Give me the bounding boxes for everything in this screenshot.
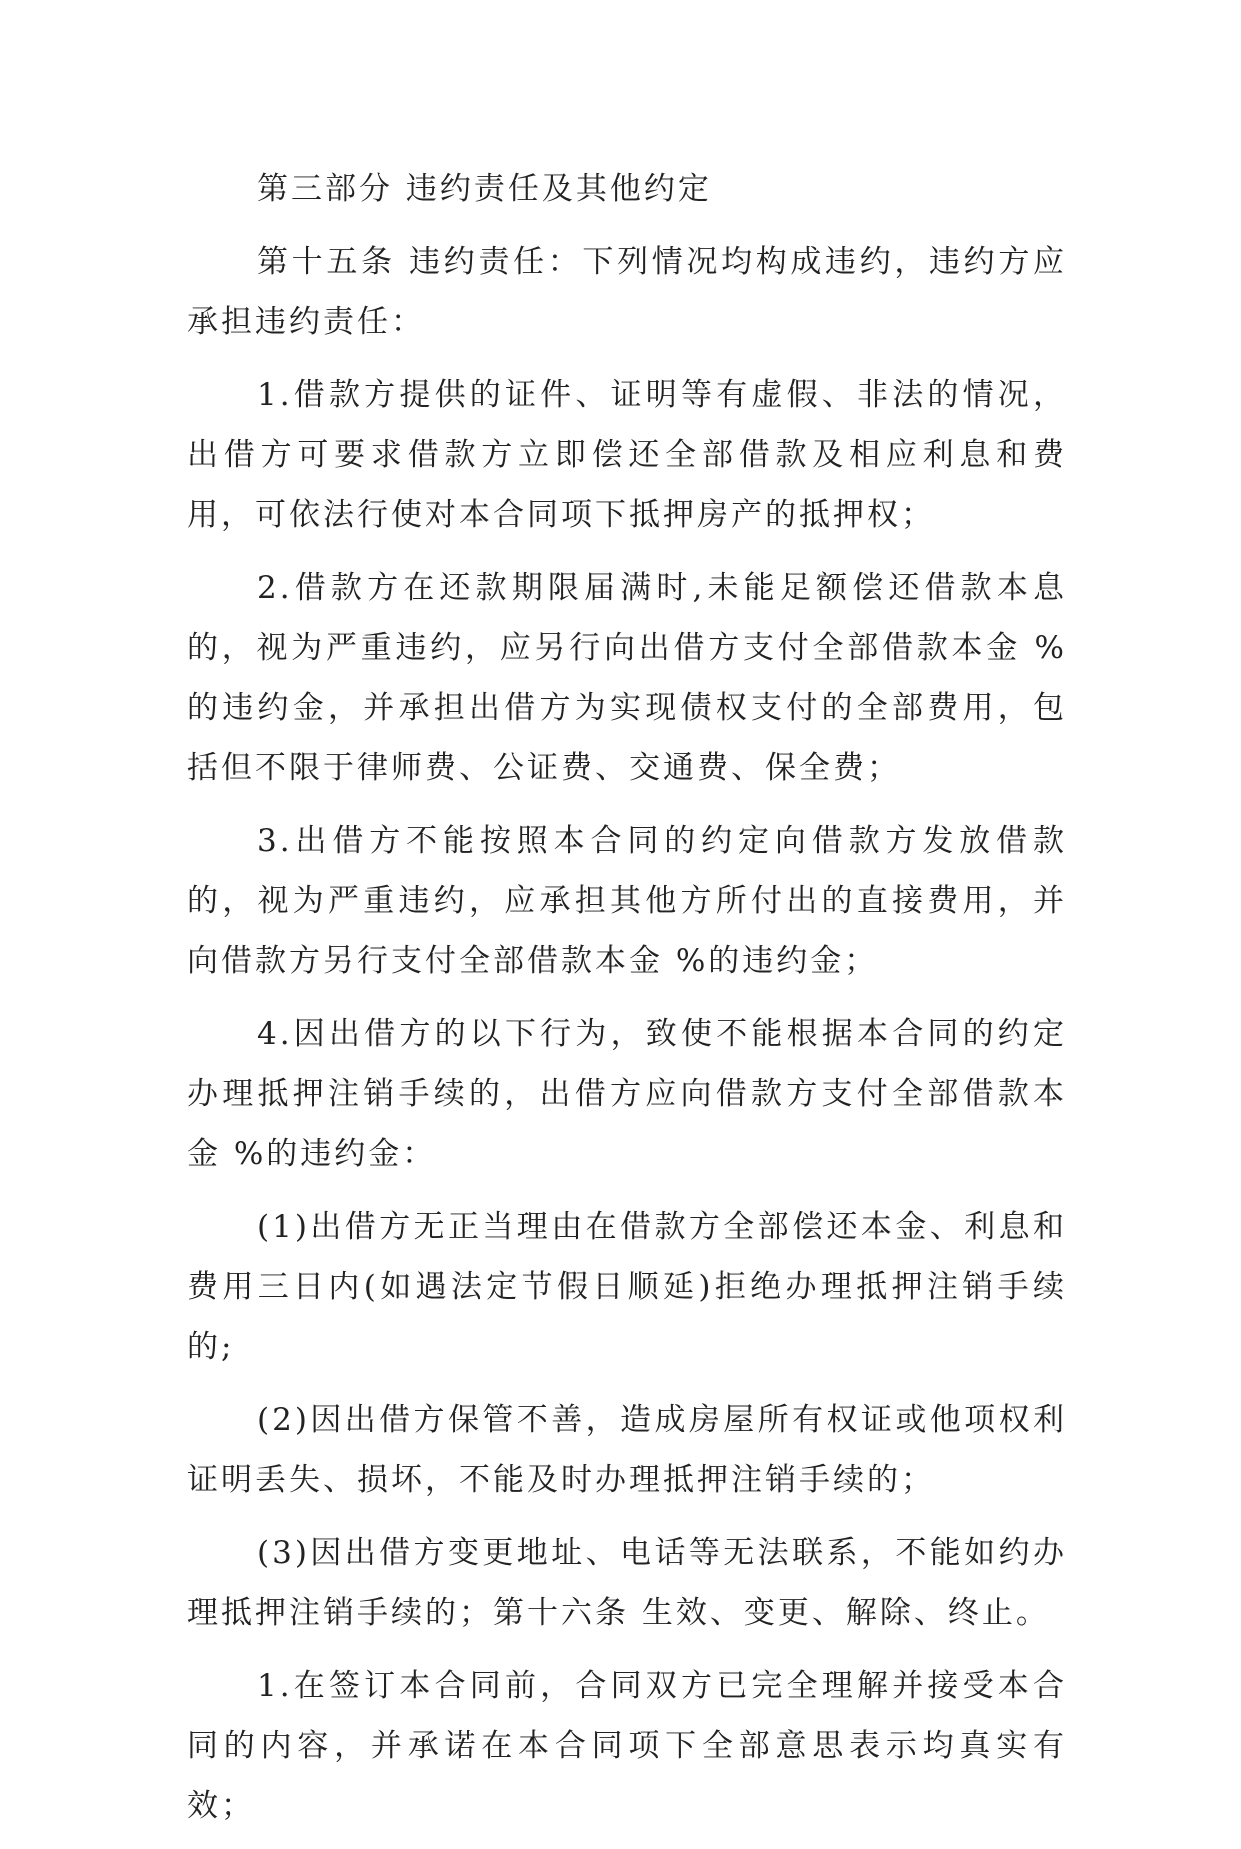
section-heading: 第三部分 违约责任及其他约定 bbox=[257, 171, 712, 207]
clause-4: 4.因出借方的以下行为，致使不能根据本合同的约定办理抵押注销手续的，出借方应向借款方支付全部借款本金 %的违约金： bbox=[187, 1016, 1067, 1172]
article-16-clause-1: 1.在签订本合同前，合同双方已完全理解并接受本合同的内容，并承诺在本合同项下全部意思表示均真实有效； bbox=[187, 1668, 1067, 1824]
clause-1: 1.借款方提供的证件、证明等有虚假、非法的情况，出借方可要求借款方立即偿还全部借款及相应利息和费用，可依法行使对本合同项下抵押房产的抵押权； bbox=[187, 377, 1067, 533]
sub-clause-1: (1)出借方无正当理由在借款方全部偿还本金、利息和费用三日内(如遇法定节假日顺延)拒绝办理抵押注销手续的; bbox=[187, 1209, 1067, 1365]
sub-clause-2: (2)因出借方保管不善，造成房屋所有权证或他项权利证明丢失、损坏，不能及时办理抵押注销手续的； bbox=[187, 1402, 1067, 1498]
document-body bbox=[187, 159, 1067, 1849]
clause-3: 3.出借方不能按照本合同的约定向借款方发放借款的，视为严重违约，应承担其他方所付出的直接费用，并向借款方另行支付全部借款本金 %的违约金； bbox=[187, 823, 1067, 979]
sub-clause-3: (3)因出借方变更地址、电话等无法联系，不能如约办理抵押注销手续的；第十六条 生效、变更、解除、终止。 bbox=[187, 1535, 1067, 1631]
clause-2: 2.借款方在还款期限届满时,未能足额偿还借款本息的，视为严重违约，应另行向出借方支付全部借款本金 %的违约金，并承担出借方为实现债权支付的全部费用，包括但不限于律师费、公证费、交通费、保全费； bbox=[187, 570, 1067, 786]
article-15-heading: 第十五条 违约责任：下列情况均构成违约，违约方应承担违约责任： bbox=[187, 244, 1067, 340]
